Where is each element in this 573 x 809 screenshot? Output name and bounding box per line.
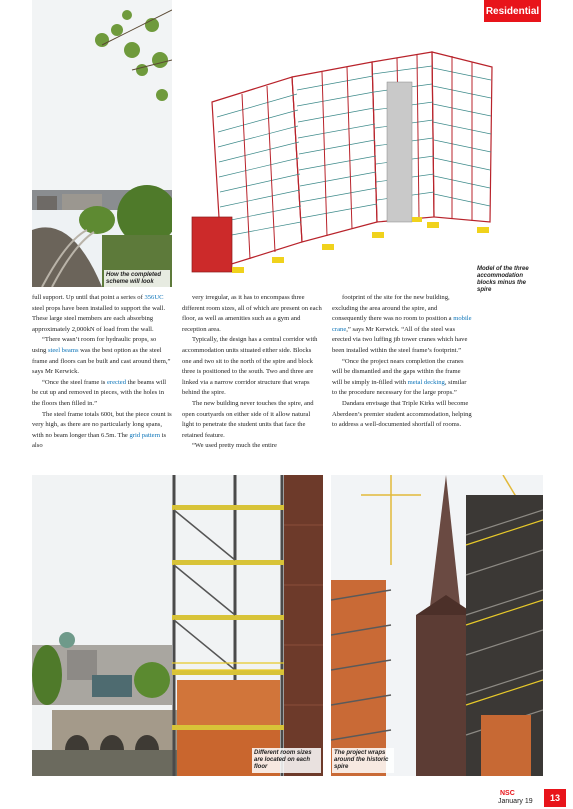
body-paragraph: The steel frame totals 600t, but the piece count is very high, as there are no particularly long spans, with no beam longer than 6.5m. The grid pattern is also — [32, 410, 172, 450]
caption-text: How the completed scheme will look — [106, 272, 162, 285]
body-paragraph: full support. Up until that point a series of 356UC steel props have been installed to support the wall. These large steel members are each absorbing approximately 2,000kN of load from the wall. — [32, 294, 166, 333]
magazine-name: NSC — [500, 790, 515, 797]
page-number — [544, 789, 566, 807]
spire-photo — [331, 475, 543, 776]
spire-caption — [332, 748, 394, 773]
body-paragraph: “We used pretty much the entire — [192, 442, 277, 450]
structural-model-image — [172, 22, 543, 287]
section-tab — [484, 0, 541, 22]
room-sizes-caption — [252, 748, 321, 773]
caption-text: Model of the three accommodation blocks minus the spire — [477, 266, 529, 293]
highlighted-term: grid pattern — [129, 431, 161, 439]
caption-text: Different room sizes are located on each floor — [254, 750, 312, 770]
body-paragraph: “Once the steel frame is erected the beams will be cut up and removed in pieces, with the holes in the floors then filled in.” — [32, 378, 167, 407]
body-paragraph: The new building never touches the spire, and open courtyards on either side of it allow natural light to penetrate the student units that face the retained feature. — [182, 399, 314, 439]
steel-frame-photo — [32, 475, 323, 776]
section-label: Residential — [485, 5, 540, 17]
body-paragraph: footprint of the site for the new building, excluding the area around the spire, and consequently there was no room to position a mobile crane,” says Mr Kerwick. “All of the steel was erected via two luffing jib tower cranes which have been installed within the steel frame’s footprint.” — [332, 294, 472, 354]
completed-scheme-photo — [32, 0, 172, 287]
body-paragraph: Typically, the design has a central corridor with accommodation units situated either side. Blocks one and two sit to the north of the spire and block three is positioned to the south. Two and three are linked via a narrow corridor structure that wraps behind the spire. — [182, 336, 318, 397]
text-column-middle — [182, 293, 322, 452]
structural-model-caption — [475, 264, 543, 296]
highlighted-term: steel beams — [47, 346, 79, 354]
body-paragraph: “There wasn’t room for hydraulic props, so using steel beams was the best option as the steel frame and floors can be built and cast around them,” says Mr Kerwick. — [32, 336, 171, 376]
highlighted-term: 356UC — [144, 294, 164, 301]
highlighted-term: metal decking — [407, 378, 445, 386]
text-column-left — [32, 293, 172, 452]
body-paragraph: very irregular, as it has to encompass three different room sizes, all of which are present on each floor, as well as amenities such as a gym and reception area. — [182, 294, 322, 333]
body-paragraph: Dandara envisage that Triple Kirks will become Aberdeen’s premier student accommodation, helping to address a well-documented shortfall of rooms. — [332, 399, 472, 429]
highlighted-term: mobile crane — [332, 315, 472, 333]
body-paragraph: “Once the project nears completion the cranes will be dismantled and the gaps within the frame will be simply in-filled with metal decking, similar to the procedure necessary for the large props.” — [332, 357, 467, 397]
text-column-right — [332, 293, 472, 431]
issue-date: January 19 — [498, 798, 533, 805]
caption-text: The project wraps around the historic spire — [334, 750, 389, 770]
completed-scheme-caption — [104, 270, 170, 288]
page-number-text: 13 — [549, 793, 560, 803]
highlighted-term: erected — [107, 378, 127, 386]
